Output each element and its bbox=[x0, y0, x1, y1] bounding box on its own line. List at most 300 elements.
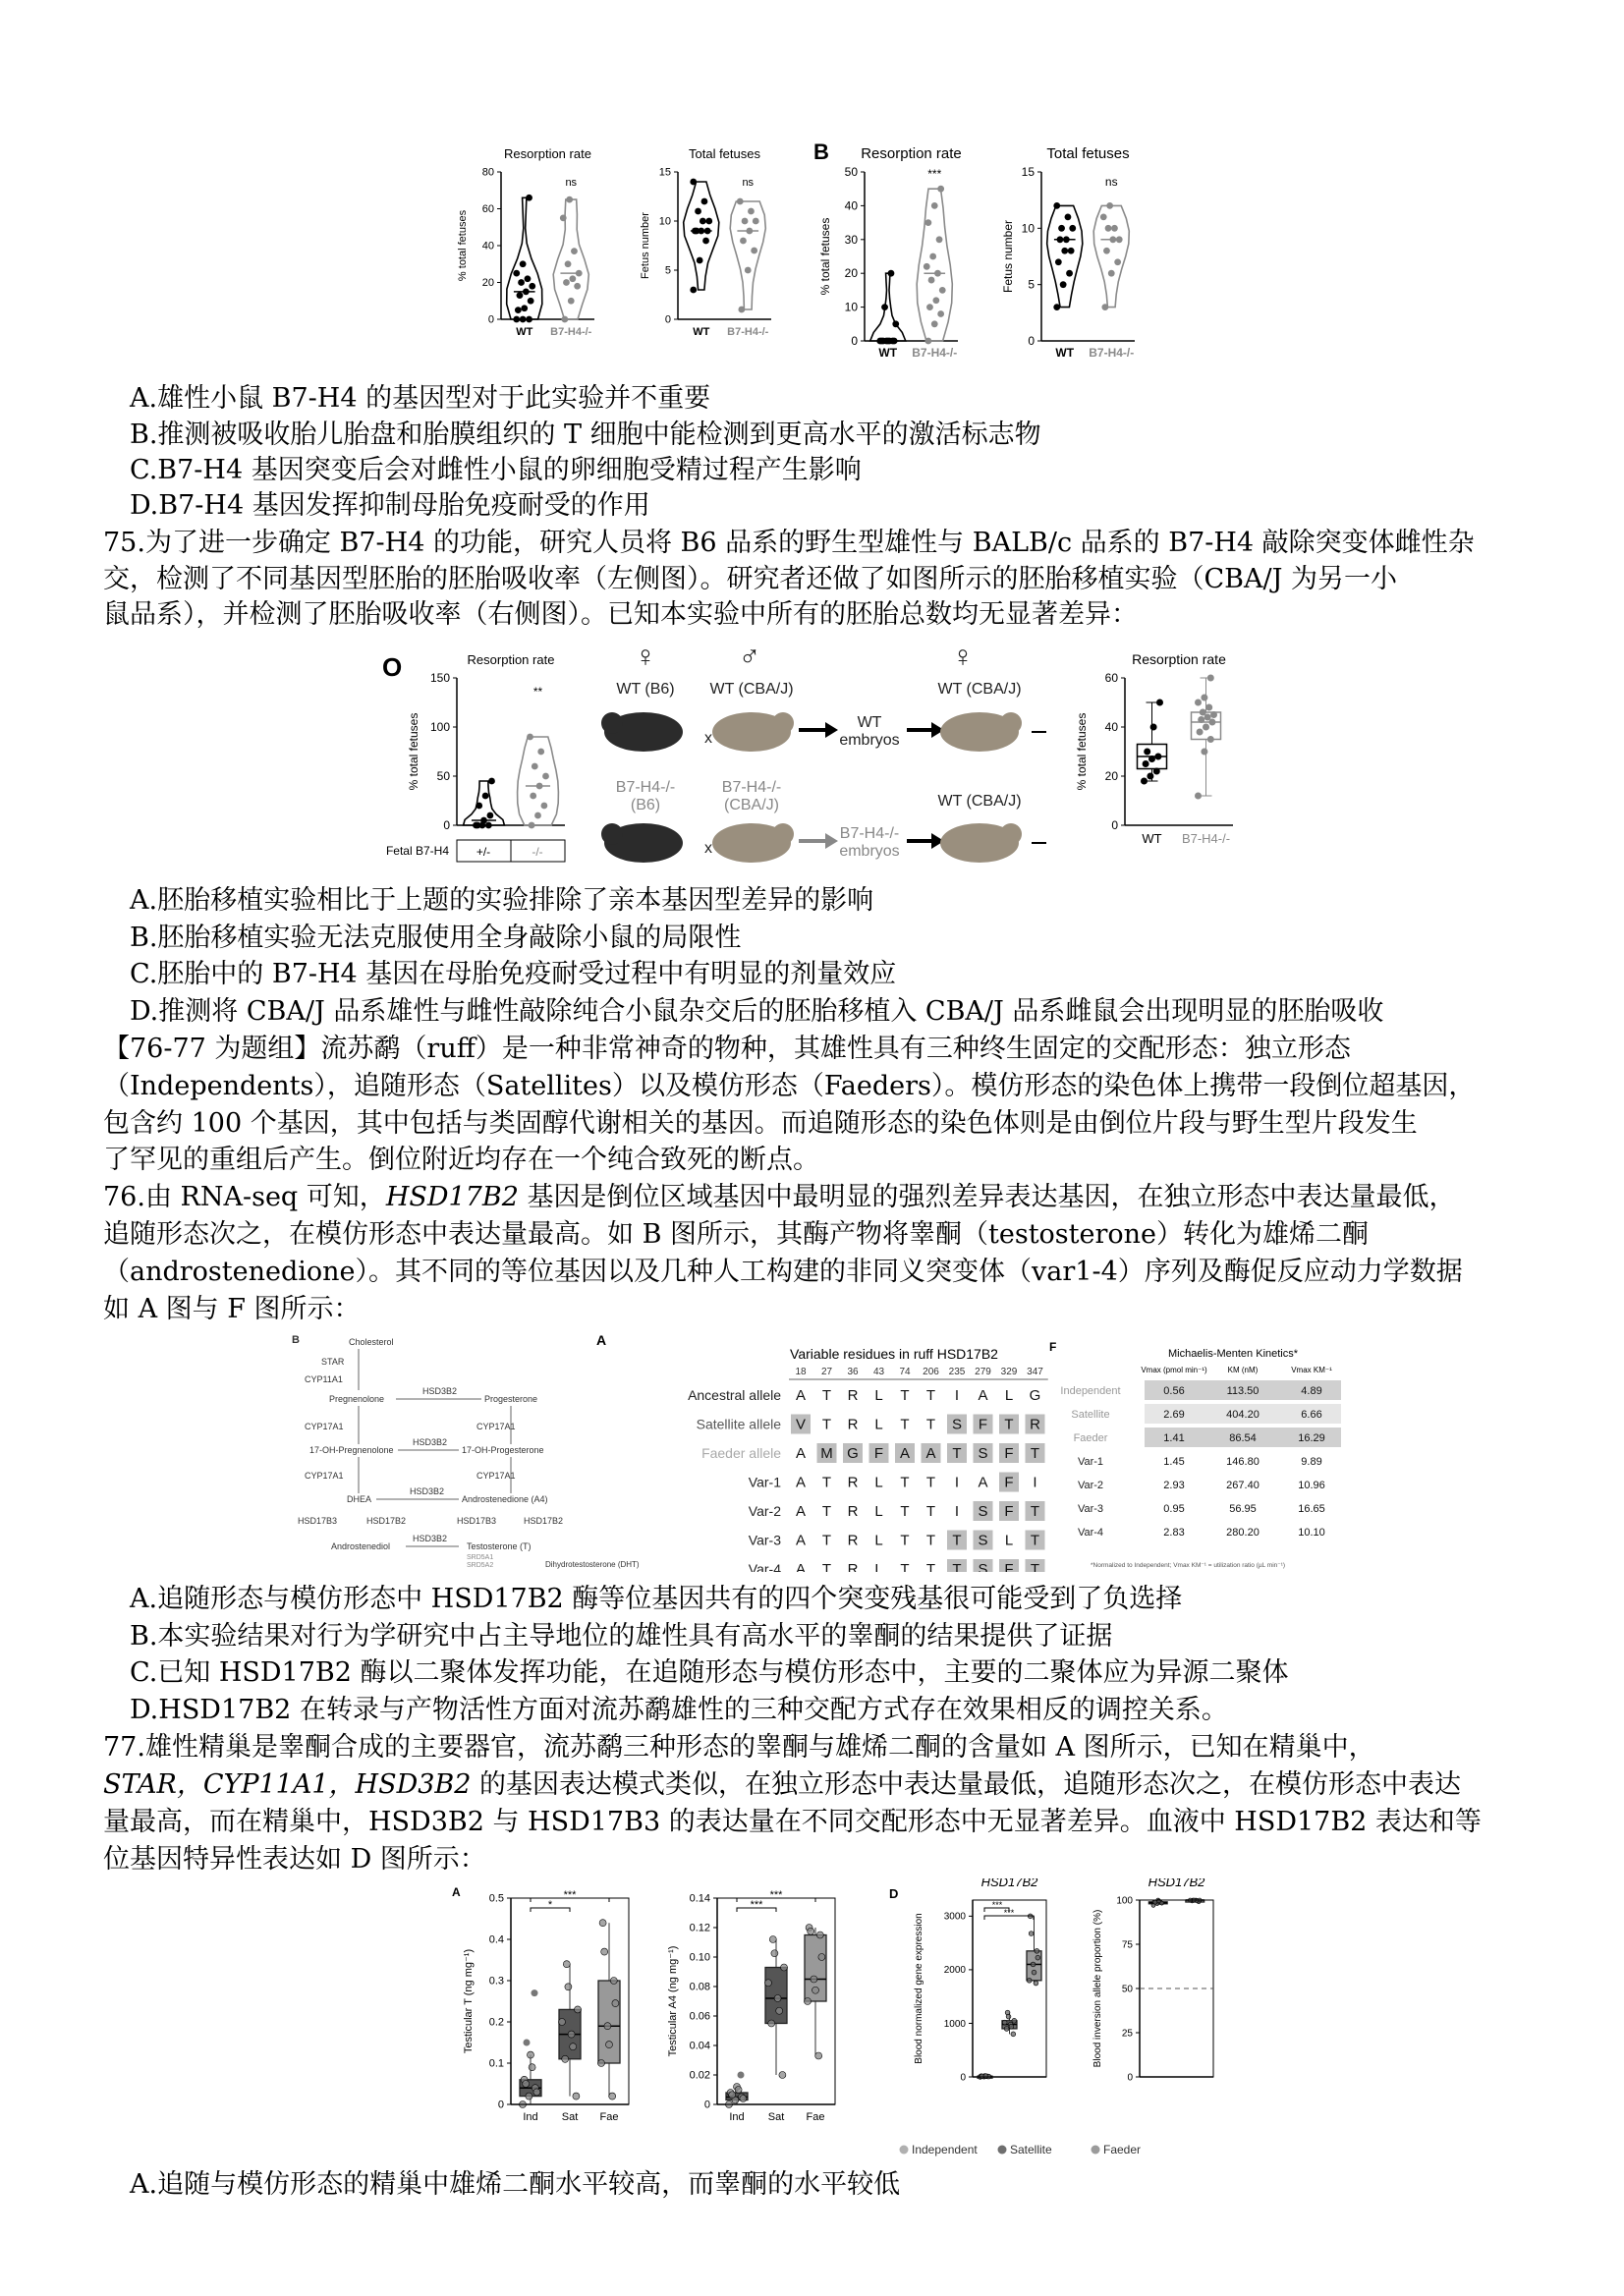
residue-cell: T bbox=[821, 1416, 832, 1433]
row2-female-label-2: (B6) bbox=[630, 797, 661, 813]
residue-cell: R bbox=[847, 1387, 859, 1404]
y-axis-label: Testicular T (ng mg⁻¹) bbox=[463, 1948, 475, 2054]
data-point bbox=[924, 338, 931, 345]
y-axis-label: % total fetuses bbox=[457, 209, 469, 282]
node-progesterone: Progesterone bbox=[484, 1394, 538, 1404]
y-axis-label: Blood inversion allele proportion (%) bbox=[1092, 1909, 1103, 2068]
data-point bbox=[1207, 736, 1214, 743]
x-tick-label: B7-H4-/- bbox=[727, 326, 769, 338]
data-point bbox=[1004, 2027, 1009, 2032]
q76-gene: HSD17B2 bbox=[385, 1182, 519, 1212]
panel-label-a: A bbox=[452, 1885, 461, 1899]
kinetics-row-label: Independent bbox=[1060, 1385, 1121, 1397]
data-point bbox=[576, 270, 583, 277]
data-point bbox=[568, 298, 575, 305]
q77-genes: STAR，CYP11A1，HSD3B2 bbox=[103, 1769, 472, 1800]
residue-cell: A bbox=[978, 1387, 988, 1404]
residue-cell: R bbox=[847, 1474, 859, 1491]
data-point bbox=[1060, 281, 1067, 288]
cross-x: x bbox=[704, 840, 712, 857]
q76-option-b: B.本实验结果对行为学研究中占主导地位的雄性具有高水平的睾酮的结果提供了证据 bbox=[130, 1621, 1113, 1652]
data-point bbox=[1111, 225, 1118, 232]
residue-cell: L bbox=[1004, 1387, 1014, 1404]
data-point bbox=[768, 2020, 775, 2027]
residue-cell: T bbox=[900, 1503, 910, 1520]
data-point bbox=[769, 1936, 776, 1943]
kinetics-header: KM (nM) bbox=[1227, 1366, 1259, 1374]
y-tick-label: 0.12 bbox=[689, 1922, 710, 1934]
kinetics-row-label: Satellite bbox=[1071, 1409, 1110, 1421]
y-tick-label: 150 bbox=[429, 671, 450, 685]
passage-line-1: 【76-77 为题组】流苏鹬（ruff）是一种非常神奇的物种，其雄性具有三种终生固定的交配形态：独立形态 bbox=[103, 1034, 1351, 1064]
panel-label-d: D bbox=[889, 1886, 899, 1901]
residue-cell: T bbox=[1030, 1561, 1040, 1572]
data-point bbox=[745, 267, 752, 274]
y-axis-label: % total fetuses bbox=[1075, 712, 1089, 791]
y-tick-label: 0 bbox=[960, 2072, 966, 2084]
q76-option-d: D.HSD17B2 在转录与产物活性方面对流苏鹬雄性的三种交配方式存在效果相反的调控关系。 bbox=[130, 1695, 1228, 1725]
y-tick-label: 15 bbox=[1021, 165, 1035, 179]
q75-option-c: C.胚胎中的 B7-H4 基因在母胎免疫耐受过程中有明显的剂量效应 bbox=[130, 959, 897, 989]
q74-option-c: C.B7-H4 基因突变后会对雌性小鼠的卵细胞受精过程产生影响 bbox=[130, 455, 862, 485]
kinetics-cell: 9.89 bbox=[1301, 1456, 1322, 1468]
y-tick-label: 40 bbox=[481, 240, 494, 252]
data-point bbox=[1027, 1978, 1032, 1983]
kinetics-cell: 280.20 bbox=[1226, 1527, 1260, 1539]
panel-label-o: O bbox=[382, 652, 403, 682]
residue-cell: T bbox=[925, 1474, 936, 1491]
data-point bbox=[1148, 756, 1155, 762]
x-tick-label: Sat bbox=[767, 2111, 785, 2123]
data-point bbox=[765, 1980, 772, 1987]
data-point bbox=[704, 228, 711, 235]
y-tick-label: 0 bbox=[851, 334, 858, 348]
data-point bbox=[1032, 1970, 1036, 1975]
allele-label: Var-2 bbox=[748, 1503, 781, 1519]
residue-cell: T bbox=[1030, 1445, 1040, 1462]
data-point bbox=[480, 817, 487, 824]
figure-4-svg bbox=[452, 1878, 1218, 2163]
residue-position: 279 bbox=[975, 1367, 991, 1377]
enzyme-hsd17b2-b: HSD17B2 bbox=[524, 1516, 564, 1526]
legend-label: Satellite bbox=[1010, 2143, 1052, 2156]
residue-position: 27 bbox=[820, 1367, 833, 1377]
data-point bbox=[812, 1987, 819, 1993]
data-point bbox=[746, 228, 753, 235]
data-point bbox=[476, 803, 482, 810]
data-point bbox=[517, 292, 524, 299]
chart-title: Resorption rate bbox=[861, 145, 962, 162]
residue-cell: T bbox=[900, 1532, 910, 1549]
male-symbol: ♂ bbox=[738, 641, 761, 673]
y-tick-label: 50 bbox=[1121, 1984, 1133, 1995]
data-point bbox=[1063, 236, 1070, 243]
residue-cell: F bbox=[1004, 1474, 1014, 1491]
residues-title: Variable residues in ruff HSD17B2 bbox=[790, 1346, 998, 1362]
data-point bbox=[1006, 2014, 1011, 2019]
residue-position: 329 bbox=[1000, 1367, 1018, 1377]
node-testosterone: Testosterone (T) bbox=[467, 1541, 532, 1551]
sig-label: *** bbox=[750, 1899, 763, 1911]
data-point bbox=[1147, 773, 1153, 780]
figure-2 bbox=[378, 637, 1262, 882]
node-androstenediol: Androstenediol bbox=[331, 1541, 391, 1551]
residue-cell: L bbox=[874, 1474, 883, 1491]
violin-shape bbox=[518, 737, 559, 825]
data-point bbox=[1009, 2024, 1014, 2029]
q76-stem-1a: 76.由 RNA-seq 可知， bbox=[103, 1182, 386, 1212]
data-point bbox=[697, 257, 703, 264]
data-point bbox=[753, 218, 759, 225]
data-point bbox=[1114, 258, 1121, 265]
data-point bbox=[774, 1995, 781, 2002]
data-point bbox=[513, 316, 520, 323]
residue-cell: F bbox=[1004, 1445, 1014, 1462]
data-point bbox=[530, 793, 536, 800]
y-tick-label: 80 bbox=[481, 166, 494, 179]
kinetics-cell: 4.89 bbox=[1301, 1385, 1322, 1397]
y-tick-label: 0 bbox=[664, 313, 671, 326]
data-point bbox=[533, 2089, 540, 2096]
kinetics-title: Michaelis-Menten Kinetics* bbox=[1167, 1348, 1299, 1360]
kinetics-row-label: Var-2 bbox=[1077, 1480, 1104, 1491]
legend-swatch bbox=[900, 2146, 909, 2155]
residue-cell: F bbox=[1004, 1561, 1014, 1572]
y-tick-label: 10 bbox=[844, 300, 858, 314]
node-cholesterol: Cholesterol bbox=[349, 1337, 394, 1347]
y-tick-label: 100 bbox=[1116, 1895, 1133, 1907]
enzyme-cyp17a1-d: CYP17A1 bbox=[476, 1471, 516, 1481]
kinetics-cell: 2.93 bbox=[1163, 1480, 1185, 1491]
residue-cell: I bbox=[954, 1474, 960, 1491]
data-point bbox=[1057, 236, 1064, 243]
data-point bbox=[880, 338, 887, 345]
residue-cell: T bbox=[952, 1561, 962, 1572]
data-point bbox=[515, 307, 522, 313]
chart-title: HSD17B2 bbox=[1148, 1878, 1205, 1889]
residue-cell: T bbox=[925, 1416, 936, 1433]
data-point bbox=[604, 2023, 611, 2030]
residue-cell: A bbox=[899, 1445, 911, 1462]
data-point bbox=[771, 1950, 778, 1957]
data-point bbox=[1143, 760, 1149, 767]
data-point bbox=[563, 1961, 570, 1968]
y-tick-label: 0.04 bbox=[689, 2040, 710, 2052]
q77-option-a: A.追随与模仿形态的精巢中雄烯二酮水平较高，而睾酮的水平较低 bbox=[130, 2169, 901, 2200]
data-point bbox=[1144, 749, 1150, 756]
data-point bbox=[1069, 225, 1076, 232]
q77-stem-4: 位基因特异性表达如 D 图所示： bbox=[103, 1844, 486, 1875]
y-tick-label: 20 bbox=[481, 277, 494, 290]
y-tick-label: 60 bbox=[481, 203, 494, 216]
data-point bbox=[523, 288, 530, 295]
data-point bbox=[601, 1948, 608, 1955]
residue-cell: T bbox=[925, 1561, 936, 1572]
residue-position: 74 bbox=[899, 1367, 911, 1377]
y-tick-label: 0 bbox=[497, 2099, 504, 2111]
enzyme-hsd17b3-b: HSD17B3 bbox=[457, 1516, 497, 1526]
data-point bbox=[818, 1954, 825, 1961]
kinetics-cell: 0.95 bbox=[1163, 1503, 1185, 1515]
data-point bbox=[565, 260, 572, 267]
data-point bbox=[520, 316, 527, 323]
allele-label: Var-1 bbox=[748, 1474, 781, 1490]
data-point bbox=[1153, 1900, 1157, 1904]
significance-label: ns bbox=[742, 177, 755, 189]
residue-cell: G bbox=[847, 1445, 859, 1462]
data-point bbox=[1195, 793, 1202, 800]
mouse-head-icon bbox=[601, 823, 623, 845]
data-point bbox=[701, 198, 708, 205]
data-point bbox=[737, 198, 744, 205]
residue-cell: T bbox=[821, 1561, 832, 1572]
violin-shape bbox=[507, 197, 542, 319]
chart-title: Resorption rate bbox=[504, 146, 591, 161]
residue-cell: I bbox=[954, 1503, 960, 1520]
figure-4 bbox=[452, 1878, 1218, 2163]
data-point bbox=[931, 320, 938, 327]
data-point bbox=[598, 2060, 605, 2067]
enzyme-cyp17a1: CYP17A1 bbox=[305, 1422, 344, 1431]
x-tick-label: B7-H4-/- bbox=[1181, 831, 1231, 846]
residue-cell: F bbox=[978, 1416, 988, 1433]
chart-title: Total fetuses bbox=[1046, 145, 1130, 162]
figure-1-svg bbox=[442, 133, 1179, 378]
q77-stem-3: 量最高，而在精巢中，HSD3B2 与 HSD17B3 的表达量在不同交配形态中无显著差异。血液中 HSD17B2 表达和等 bbox=[103, 1807, 1482, 1837]
mouse-head-icon bbox=[772, 823, 794, 845]
data-point bbox=[1066, 270, 1073, 277]
data-point bbox=[1068, 248, 1075, 254]
residue-cell: L bbox=[1004, 1532, 1014, 1549]
y-tick-label: 0.2 bbox=[488, 2016, 504, 2029]
y-axis-label: Testicular A4 (ng mg⁻¹) bbox=[667, 1945, 679, 2057]
q77-stem-2 bbox=[103, 1767, 1461, 1803]
q76-stem-2: 追随形态次之，在模仿形态中表达量最高。如 B 图所示，其酶产物将睾酮（testosterone）转化为雄烯二酮 bbox=[103, 1219, 1370, 1250]
y-tick-label: 0.06 bbox=[689, 2010, 710, 2023]
residue-grid bbox=[688, 1367, 1048, 1572]
row2-embryos-1: B7-H4-/- bbox=[839, 825, 900, 842]
q75-stem-3: 鼠品系），并检测了胚胎吸收率（右侧图）。已知本实验中所有的胚胎总数均无显著差异： bbox=[103, 599, 1138, 630]
allele-label: Var-4 bbox=[748, 1561, 781, 1572]
residue-cell: T bbox=[821, 1387, 832, 1404]
allele-label: Ancestral allele bbox=[688, 1387, 781, 1403]
x-tick-label: Fae bbox=[599, 2111, 619, 2123]
sig-label: *** bbox=[1003, 1908, 1015, 1918]
data-point bbox=[924, 219, 931, 226]
data-point bbox=[612, 2000, 619, 2007]
row1-recipient-label: WT (CBA/J) bbox=[937, 681, 1022, 698]
data-point bbox=[815, 2052, 822, 2059]
data-point bbox=[888, 270, 895, 277]
legend-label: Faeder bbox=[1103, 2143, 1142, 2156]
enzyme-hsd3b2: HSD3B2 bbox=[422, 1386, 458, 1396]
residue-cell: R bbox=[847, 1561, 859, 1572]
enzyme-hsd3b2-d: HSD3B2 bbox=[413, 1534, 448, 1543]
residue-cell: T bbox=[821, 1474, 832, 1491]
figure-1 bbox=[442, 133, 1179, 378]
data-point bbox=[1035, 1948, 1039, 1953]
chart-title: Resorption rate bbox=[467, 652, 555, 667]
data-point bbox=[729, 2092, 736, 2099]
data-point bbox=[742, 218, 749, 225]
q75-option-d: D.推测将 CBA/J 品系雄性与雌性敲除纯合小鼠杂交后的胚胎移植入 CBA/J 品系雌鼠会出现明显的胚胎吸收 bbox=[130, 996, 1384, 1027]
y-tick-label: 2000 bbox=[943, 1965, 966, 1977]
data-point bbox=[1154, 754, 1161, 760]
residue-cell: T bbox=[900, 1387, 910, 1404]
kinetics-row-label: Var-3 bbox=[1077, 1503, 1104, 1515]
female-symbol: ♀ bbox=[634, 641, 657, 673]
y-tick-label: 5 bbox=[1028, 277, 1035, 292]
y-axis-label: Fetus number bbox=[1001, 219, 1015, 294]
y-tick-label: 0.1 bbox=[488, 2057, 504, 2070]
violin-shape bbox=[684, 182, 719, 290]
data-point bbox=[529, 283, 535, 290]
kinetics-cell: 1.45 bbox=[1163, 1456, 1185, 1468]
q75-option-a: A.胚胎移植实验相比于上题的实验排除了亲本基因型差异的影响 bbox=[130, 885, 874, 916]
data-point bbox=[892, 320, 899, 327]
data-point bbox=[1195, 700, 1202, 706]
data-point bbox=[1156, 700, 1163, 706]
data-point bbox=[1141, 778, 1148, 785]
data-point bbox=[1036, 1955, 1040, 1960]
kinetics-panel-label: F bbox=[1049, 1340, 1057, 1354]
chart-title: Resorption rate bbox=[1132, 651, 1226, 667]
kinetics-row-label: Var-4 bbox=[1077, 1527, 1104, 1539]
data-point bbox=[937, 310, 944, 317]
enzyme-hsd3b2-b: HSD3B2 bbox=[413, 1437, 448, 1447]
data-point bbox=[537, 749, 544, 756]
data-point bbox=[488, 778, 495, 785]
y-tick-label: 100 bbox=[429, 720, 450, 734]
residue-cell: T bbox=[952, 1532, 962, 1549]
residue-position: 347 bbox=[1027, 1367, 1043, 1377]
data-point bbox=[808, 1928, 814, 1934]
residue-cell: M bbox=[820, 1445, 833, 1462]
residue-cell: T bbox=[925, 1387, 936, 1404]
node-17oh-prog: 17-OH-Progesterone bbox=[462, 1445, 544, 1455]
data-point bbox=[521, 305, 528, 311]
y-tick-label: 0.3 bbox=[488, 1975, 504, 1988]
y-tick-label: 0 bbox=[1111, 818, 1118, 832]
data-point bbox=[1106, 202, 1113, 209]
node-17oh-preg: 17-OH-Pregnenolone bbox=[309, 1445, 394, 1455]
node-a4: Androstenedione (A4) bbox=[462, 1494, 548, 1504]
kinetics-cell: 56.95 bbox=[1229, 1503, 1257, 1515]
q76-stem-1 bbox=[103, 1180, 1455, 1215]
x-tick-label: B7-H4-/- bbox=[912, 346, 958, 360]
residue-cell: G bbox=[1029, 1387, 1041, 1404]
data-point bbox=[1109, 236, 1116, 243]
data-point bbox=[485, 822, 492, 829]
q76-option-a: A.追随形态与模仿形态中 HSD17B2 酶等位基因共有的四个突变残基很可能受到了负选择 bbox=[130, 1584, 1183, 1614]
f4-legend bbox=[900, 2143, 1142, 2156]
figure-2-svg bbox=[378, 637, 1262, 882]
residue-cell: S bbox=[978, 1561, 988, 1572]
y-tick-label: 75 bbox=[1121, 1939, 1133, 1951]
data-point bbox=[487, 812, 494, 819]
f1-chart-total-b bbox=[1001, 145, 1135, 360]
f1-chart-total-a bbox=[640, 146, 771, 338]
y-axis-label: Fetus number bbox=[640, 212, 651, 279]
data-point bbox=[1002, 2020, 1007, 2025]
residue-cell: L bbox=[874, 1416, 883, 1433]
node-dht: Dihydrotestosterone (DHT) bbox=[545, 1560, 640, 1569]
data-point bbox=[560, 214, 567, 221]
node-pregnenolone: Pregnenolone bbox=[329, 1394, 385, 1404]
sig-label: * bbox=[547, 1899, 553, 1911]
q77-stem-2b: 的基因表达模式类似，在独立形态中表达量最低，追随形态次之，在模仿形态中表达 bbox=[471, 1769, 1462, 1800]
kinetics-cell: 0.56 bbox=[1163, 1385, 1185, 1397]
residue-cell: L bbox=[874, 1503, 883, 1520]
data-point bbox=[934, 270, 941, 277]
residue-cell: A bbox=[795, 1561, 807, 1572]
y-tick-label: 5 bbox=[664, 264, 671, 277]
enzyme-hsd17b2: HSD17B2 bbox=[366, 1516, 407, 1526]
data-point bbox=[740, 2096, 747, 2102]
enzyme-star: STAR bbox=[321, 1357, 345, 1367]
kinetics-panel bbox=[1049, 1340, 1341, 1569]
q76-stem-4: 如 A 图与 F 图所示： bbox=[103, 1294, 361, 1324]
data-point bbox=[1031, 1962, 1036, 1967]
data-point bbox=[528, 298, 534, 305]
recipient-female-symbol: ♀ bbox=[951, 641, 975, 673]
data-point bbox=[570, 2044, 577, 2050]
q74-option-a: A.雄性小鼠 B7-H4 的基因型对于此实验并不重要 bbox=[130, 383, 711, 414]
embryo-transfer-diagram bbox=[601, 641, 1046, 863]
mouse-head-icon bbox=[1000, 823, 1022, 845]
box bbox=[598, 1981, 620, 2063]
residue-cell: S bbox=[978, 1503, 988, 1520]
mouse-head-icon bbox=[772, 712, 794, 734]
f2-right-chart bbox=[1075, 651, 1233, 846]
kinetics-cell: 1.41 bbox=[1163, 1432, 1185, 1444]
outlier-point bbox=[738, 2072, 745, 2079]
x-tick-label: WT bbox=[1055, 346, 1075, 360]
residue-position: 43 bbox=[872, 1367, 885, 1377]
residue-cell: T bbox=[925, 1532, 936, 1549]
data-point bbox=[513, 270, 520, 277]
residue-position: 36 bbox=[847, 1367, 859, 1377]
residue-cell: T bbox=[900, 1474, 910, 1491]
q76-option-c: C.已知 HSD17B2 酶以二聚体发挥功能，在追随形态与模仿形态中，主要的二聚体应为异源二聚体 bbox=[130, 1657, 1289, 1688]
f4-chart-blood-expression bbox=[914, 1878, 1046, 2083]
kinetics-cell: 404.20 bbox=[1226, 1409, 1260, 1421]
data-point bbox=[1012, 2018, 1017, 2023]
row2-male-label-2: (CBA/J) bbox=[724, 797, 779, 813]
arrow-head-icon bbox=[825, 833, 838, 849]
legend-label: Independent bbox=[912, 2143, 978, 2156]
data-point bbox=[523, 2081, 530, 2088]
data-point bbox=[1065, 213, 1072, 220]
x-tick-label: Fae bbox=[806, 2111, 825, 2123]
data-point bbox=[1055, 258, 1062, 265]
f2-left-chart bbox=[386, 652, 565, 862]
residue-cell: T bbox=[900, 1561, 910, 1572]
data-point bbox=[573, 2093, 580, 2100]
kinetics-cell: 2.83 bbox=[1163, 1527, 1185, 1539]
data-point bbox=[735, 2087, 742, 2094]
residue-cell: A bbox=[795, 1503, 807, 1520]
sig-label: *** bbox=[563, 1889, 577, 1901]
data-point bbox=[610, 1978, 617, 1985]
data-point bbox=[690, 179, 697, 186]
f1-chart-resorption-a bbox=[457, 146, 594, 338]
figure-3-svg bbox=[290, 1331, 1351, 1572]
data-point bbox=[568, 2031, 575, 2038]
data-point bbox=[1100, 213, 1107, 220]
x-tick-label: WT bbox=[693, 326, 710, 338]
residue-cell: F bbox=[873, 1445, 884, 1462]
